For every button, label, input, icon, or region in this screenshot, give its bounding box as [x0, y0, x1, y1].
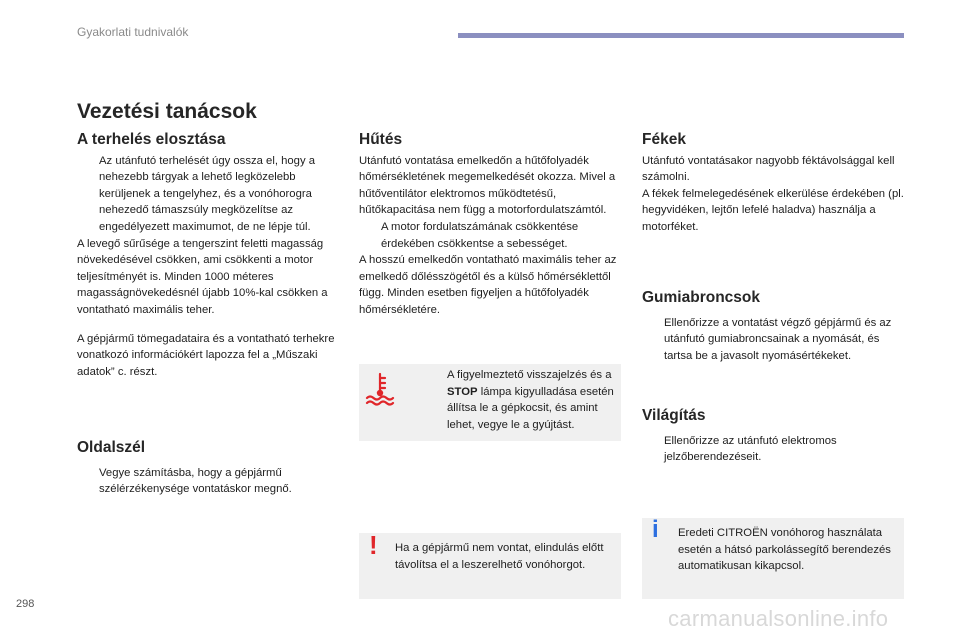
- column-left: [77, 132, 339, 380]
- column-right-lighting: [642, 408, 907, 466]
- stop-label: STOP: [447, 385, 478, 398]
- heading-lighting: Világítás: [642, 407, 706, 424]
- heading-brakes: Fékek: [642, 131, 686, 148]
- remove-towbar-text: Ha a gépjármű nem vontat, elindulás előtt távolítsa el a leszerelhető vonóhorgot.: [395, 542, 604, 571]
- paragraph-brakes-distance: Utánfutó vontatásakor nagyobb féktávolsággal kell számolni.: [642, 154, 895, 184]
- bullet-load-text: Az utánfutó terhelését úgy ossza el, hogy a nehezebb tárgyak a lehető legközelebb kerüljenek a tengelyhez, és a vonóhorogra nehezedő támaszsúly megközelítse az engedélyezett maximumot, de ne lépje túl.: [99, 154, 316, 233]
- exclamation-icon: !: [369, 530, 378, 560]
- coolant-warning-text: A figyelmeztető visszajelzés és a STOP lámpa kigyulladása esetén állítsa le a gépkocsit, és amint lehet, vegye le a gyújtást.: [447, 369, 614, 431]
- bullet-crosswind-text: Vegye számításba, hogy a gépjármű szélérzékenysége vontatáskor megnő.: [99, 466, 292, 496]
- watermark: carmanualsonline.info: [668, 606, 889, 631]
- bullet-crosswind: [77, 465, 339, 498]
- bullet-load: [77, 153, 339, 236]
- column-left-wind: [77, 440, 339, 498]
- heading-load-distribution: A terhelés elosztása: [77, 131, 226, 148]
- bullet-cooling-text: A motor fordulatszámának csökkentése érdekében csökkentse a sebességet.: [381, 220, 579, 250]
- paragraph-air-density: A levegő sűrűsége a tengerszint feletti magasság növekedésével csökken, ami csökkenti a motor teljesítményét is. Minden 1000 méteres magasságnövekedésnél újabb 10%-kal csökken a vontatható maximális teher.: [77, 237, 328, 316]
- citroen-towbar-note: [642, 518, 904, 599]
- paragraph-cooling-intro: Utánfutó vontatása emelkedőn a hűtőfolyadék hőmérsékletének megemelkedését okozza. Mivel a hűtőventilátor elektromos működtetésű, hűtőkapacitása nem függ a motorfordulatszámtól.: [359, 154, 616, 217]
- remove-towbar-note: [359, 530, 621, 599]
- heading-cooling: Hűtés: [359, 131, 403, 148]
- coolant-temperature-warning-icon: [365, 372, 395, 406]
- bullet-lighting: [642, 433, 907, 466]
- coolant-warning-box: [359, 364, 621, 441]
- info-icon: i: [652, 516, 659, 543]
- section-label: Gyakorlati tudnivalók: [77, 25, 189, 39]
- page-title: Vezetési tanácsok: [77, 100, 257, 123]
- bullet-tyres: [642, 315, 907, 365]
- paragraph-cooling-max-load: A hosszú emelkedőn vontatható maximális teher az emelkedő dőlésszögétől és a külső hőmérséklettől függ. Minden esetben figyeljen a hűtőfolyadék hőmérsékletére.: [359, 254, 617, 316]
- citroen-towbar-text: Eredeti CITROËN vonóhorog használata esetén a hátsó parkolássegítő berendezés automatikusan kikapcsol.: [678, 527, 891, 573]
- column-right-tyres: [642, 290, 907, 364]
- bullet-cooling: [359, 219, 621, 252]
- column-middle: [359, 132, 621, 319]
- heading-crosswind: Oldalszél: [77, 439, 146, 456]
- paragraph-technical-data: A gépjármű tömegadataira és a vontatható terhekre vonatkozó információkért lapozza fel a „Műszaki adatok” c. részt.: [77, 332, 335, 378]
- bullet-tyres-text: Ellenőrizze a vontatást végző gépjármű és az utánfutó gumiabroncsainak a nyomását, és tartsa be a javasolt nyomásértékeket.: [664, 316, 892, 362]
- section-accent-bar: [458, 33, 904, 38]
- paragraph-brakes-engine: A fékek felmelegedésének elkerülése érdekében (pl. hegyvidéken, lejtőn lefelé haladva) használja a motorféket.: [642, 187, 904, 233]
- bullet-lighting-text: Ellenőrizze az utánfutó elektromos jelzőberendezéseit.: [664, 434, 837, 464]
- column-right: [642, 132, 907, 236]
- heading-tyres: Gumiabroncsok: [642, 289, 760, 306]
- page-number: 298: [16, 598, 35, 610]
